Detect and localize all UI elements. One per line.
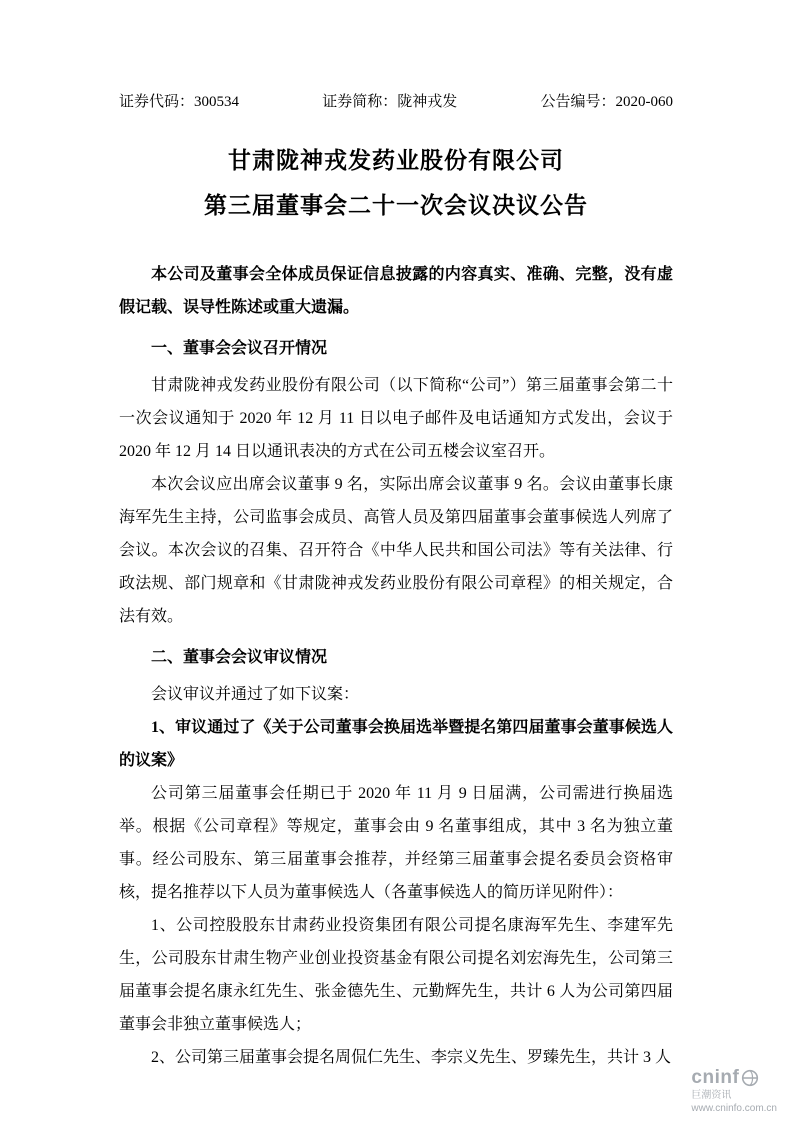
document-title: [119, 138, 673, 228]
cninfo-logo-chinese-name: 巨潮资讯: [691, 1090, 732, 1101]
cninfo-logo: [691, 1067, 777, 1114]
paragraph-meeting-notice: 甘肃陇神戎发药业股份有限公司（以下简称“公司”）第三届董事会第二十一次会议通知于 2020 年 12 月 11 日以电子邮件及电话通知方式发出，会议于2020 年 12 月 14 日以通讯表决的方式在公司五楼会议室召开。: [119, 377, 673, 460]
paragraph-review-intro: 会议审议并通过了如下议案：: [151, 686, 360, 703]
cninfo-logo-url: www.cninfo.com.cn: [691, 1102, 777, 1114]
section-2-heading: 二、董事会会议审议情况: [151, 649, 328, 666]
document-content: [119, 92, 673, 1074]
paragraph-proposal-title: 1、审议通过了《关于公司董事会换届选举暨提名第四届董事会董事候选人的议案》: [119, 719, 673, 769]
disclaimer-paragraph: 本公司及董事会全体成员保证信息披露的内容真实、准确、完整，没有虚假记载、误导性陈述或重大遗漏。: [119, 266, 673, 316]
cninfo-globe-icon: [741, 1069, 759, 1087]
announcement-number-label: 公告编号：2020-060: [540, 94, 673, 110]
cninfo-logo-text: cninf: [691, 1067, 740, 1089]
document-title-line1: 甘肃陇神戎发药业股份有限公司: [228, 148, 564, 173]
securities-header-row: [119, 92, 673, 112]
cninfo-logo-line: [691, 1067, 777, 1089]
document-title-line2: 第三届董事会二十一次会议决议公告: [204, 193, 588, 218]
paragraph-nonindependent-candidates: 1、公司控股股东甘肃药业投资集团有限公司提名康海军先生、李建军先生，公司股东甘肃生物产业创业投资基金有限公司提名刘宏海先生，公司第三届董事会提名康永红先生、张金德先生、元勤辉先生，共计 6 人为公司第四届董事会非独立董事候选人；: [119, 917, 673, 1033]
stock-name-label: 证券简称：陇神戎发: [322, 94, 458, 110]
stock-code-label: 证券代码：300534: [119, 94, 240, 110]
section-1-heading: 一、董事会会议召开情况: [151, 340, 328, 357]
paragraph-independent-candidates: 2、公司第三届董事会提名周侃仁先生、李宗义先生、罗臻先生，共计 3 人: [151, 1049, 672, 1066]
paragraph-election-background: 公司第三届董事会任期已于 2020 年 11 月 9 日届满，公司需进行换届选举。根据《公司章程》等规定，董事会由 9 名董事组成，其中 3 名为独立董事。经公司股东、第三届董事会推荐，并经第三届董事会提名委员会资格审核，提名推荐以下人员为董事候选人（各董事候选人的简历详见附件）：: [119, 785, 673, 901]
paragraph-meeting-attendance: 本次会议应出席会议董事 9 名，实际出席会议董事 9 名。会议由董事长康海军先生主持，公司监事会成员、高管人员及第四届董事会董事候选人列席了会议。本次会议的召集、召开符合《中华人民共和国公司法》等有关法律、行政法规、部门规章和《甘肃陇神戎发药业股份有限公司章程》的相关规定，合法有效。: [119, 476, 673, 625]
